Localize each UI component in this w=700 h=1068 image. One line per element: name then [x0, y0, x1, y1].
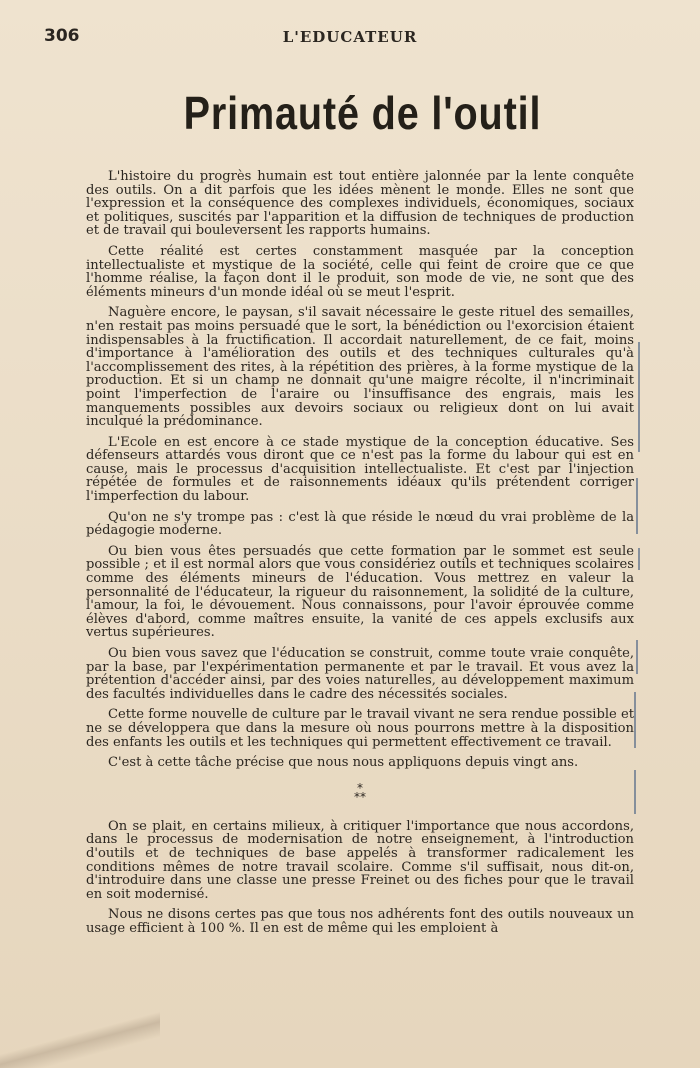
running-title: L'EDUCATEUR	[282, 28, 418, 46]
margin-pencil-mark	[636, 640, 638, 674]
margin-pencil-mark	[634, 692, 636, 748]
margin-pencil-mark	[634, 770, 636, 814]
section-separator: * **	[354, 780, 366, 804]
paragraph: Ou bien vous êtes persuadés que cette formation par le sommet est seule possible ; et il est normal alors que vous considériez outils et techniques scolaires comme des éléments mineurs de l'éducation. Vous mettrez en valeur la personnalité de l'éducateur, la rigueur du raisonnement, la solidité de la culture, l'amour, la foi, le dévouement. Nous connaissons, pour l'avoir éprouvée comme élèves d'abord, comme maîtres ensuite, la vanité de ces appels exclusifs aux vertus supérieures.	[86, 543, 634, 641]
paragraph: Ou bien vous savez que l'éducation se construit, comme toute vraie conquête, par la base, par l'expérimentation permanente et par le travail. Et vous avez la prétention d'accéder ainsi, par des voies naturelles, au développement maximum des facultés individuelles dans le cadre des nécessités sociales.	[86, 646, 634, 702]
paragraph: L'Ecole en est encore à ce stade mystique de la conception éducative. Ses défenseurs attardés vous diront que ce n'est pas la forme du labour qui est en cause, mais le processus d'acquisition intellectualiste. Et c'est par l'injection répétée de formules et de raisonnements idéaux qu'ils prétendent corriger l'imperfection du labour.	[86, 434, 634, 505]
page-number: 306	[44, 26, 80, 46]
margin-pencil-mark	[638, 342, 640, 452]
paragraph: Nous ne disons certes pas que tous nos adhérents font des outils nouveaux un usage efficient à 100 %. Il en est de même qui les emploient à	[86, 907, 634, 936]
margin-pencil-mark	[636, 478, 638, 534]
paragraph: Cette forme nouvelle de culture par le travail vivant ne sera rendue possible et ne se développera que dans la mesure où nous pourrons mettre à la disposition des enfants les outils et les techniques qui permettent effectivement ce travail.	[86, 707, 634, 750]
margin-pencil-mark	[638, 548, 640, 570]
paragraph: L'histoire du progrès humain est tout entière jalonnée par la lente conquête des outils. On a dit parfois que les idées mènent le monde. Elles ne sont que l'expression et la conséquence des complexes individuels, économiques, sociaux et politiques, suscités par l'apparition et la diffusion de techniques de production et de travail qui bouleversent les rapports humains.	[86, 169, 634, 239]
article-title: Primauté de l'outil	[183, 87, 542, 139]
paragraph: C'est à cette tâche précise que nous nous appliquons depuis vingt ans.	[108, 755, 579, 771]
paragraph: Naguère encore, le paysan, s'il savait nécessaire le geste rituel des semailles, n'en restait pas moins persuadé que le sort, la bénédiction ou l'exorcision étaient indispensables à la fructification. Il accordait naturellement, de ce fait, moins d'importance à l'amélioration des outils et des techniques culturales qu'à l'accomplissement des rites, à la répétition des prières, à la forme mystique de la production. Et si un champ ne donnait qu'une maigre récolte, il n'incriminait point l'imperfection de l'araire ou l'insuffisance des engrais, mais les manquements possibles aux devoirs sociaux ou religieux dont on lui avait inculqué la prédominance.	[86, 305, 634, 430]
folded-corner-shadow	[0, 1008, 160, 1068]
paragraph: Cette réalité est certes constamment masquée par la conception intellectualiste et mystique de la société, celle qui feint de croire que ce que l'homme réalise, la façon dont il le produit, son mode de vie, ne sont que des éléments mineurs d'un monde idéal où se meut l'esprit.	[86, 243, 634, 300]
article-body	[86, 170, 634, 943]
paragraph: Qu'on ne s'y trompe pas : c'est là que réside le nœud du vrai problème de la pédagogie moderne.	[86, 509, 634, 539]
paragraph: On se plait, en certains milieux, à critiquer l'importance que nous accordons, dans le processus de modernisation de notre enseignement, à l'introduction d'outils et de techniques de base appelés à transformer radicalement les conditions mêmes de notre travail scolaire. Comme s'il suffisait, nous dit-on, d'introduire dans une classe une presse Freinet ou des fiches pour que le travail en soit modernisé.	[86, 818, 634, 902]
